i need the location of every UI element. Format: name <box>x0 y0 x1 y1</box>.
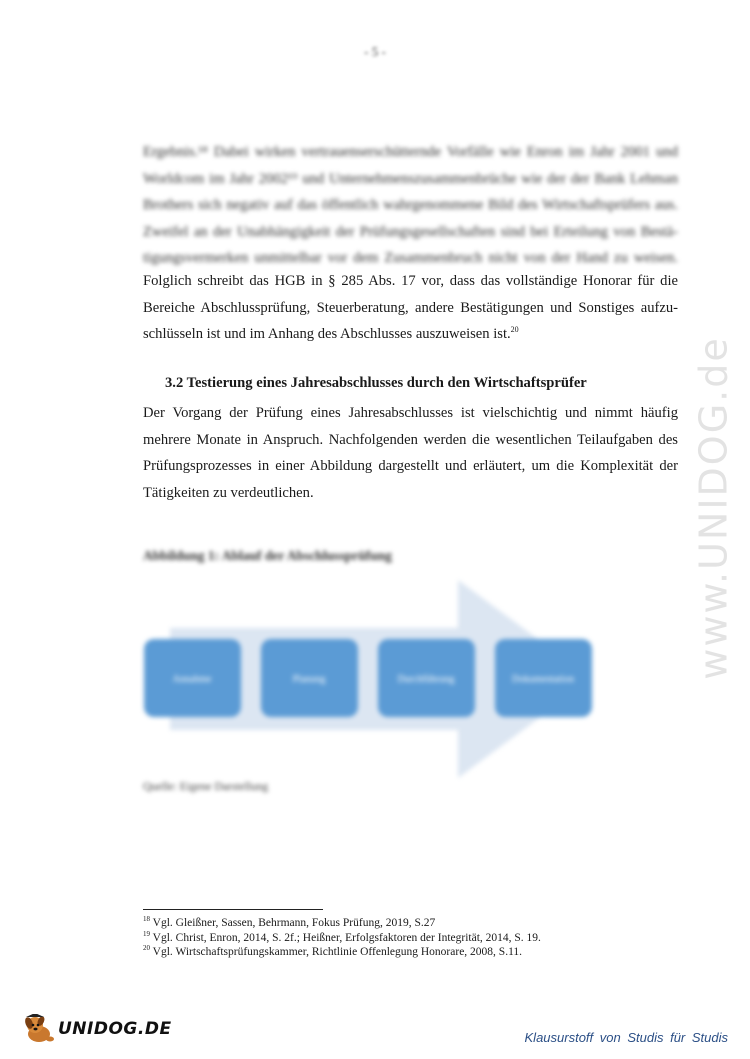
step-label: Dokumentation <box>511 674 575 685</box>
footnote-20 <box>143 945 541 960</box>
footnote-text: Vgl. Gleißner, Sassen, Behrmann, Fokus Prüfung, 2019, S.27 <box>152 917 436 929</box>
step-box-planung <box>261 639 358 717</box>
step-box-durchfuehrung <box>378 639 475 717</box>
blurred-line: Brothers sich negativ auf das öffentlich wahrgenommene Bild des Wirtschaftsprüfers aus. <box>143 197 678 213</box>
footnote-text: Vgl. Christ, Enron, 2014, S. 2f.; Heißner, Erfolgsfaktoren der Integrität, 2014, S. 19. <box>152 931 541 944</box>
watermark-text: www.UNIDOG.de <box>692 335 737 680</box>
step-label: Durchführung <box>397 674 455 685</box>
step-label: Annahme <box>172 674 212 685</box>
text-line: Prüfungsprozesses in einer Abbildung dargestellt und erläutert, um die Komplexität der <box>143 458 678 474</box>
text-line: Tätigkeiten zu verdeutlichen. <box>143 484 314 501</box>
process-diagram <box>140 576 610 782</box>
dog-icon <box>22 1014 56 1044</box>
paragraph-honorar <box>143 268 678 348</box>
footnote-ref: 20 <box>510 325 519 335</box>
watermark <box>690 285 738 730</box>
paragraph-pruefung <box>143 400 678 506</box>
figure-caption: Abbildung 1: Ablauf der Abschlussprüfung <box>143 548 392 563</box>
text-line: mehrere Monate in Anspruch. Nachfolgenden werden die wesentlichen Teilaufgaben des <box>143 431 678 448</box>
blurred-paragraph <box>143 139 678 272</box>
text-line <box>143 321 678 348</box>
blurred-line: Ergebnis.¹⁸ Dabei wirken vertrauenserschütternde Vorfälle wie Enron im Jahr 2001 und <box>143 144 678 160</box>
logo-text: UNIDOG.DE <box>58 1019 172 1039</box>
text-line-content: schlüsseln ist und im Anhang des Abschlusses auszuweisen ist. <box>143 326 511 342</box>
footnotes <box>143 916 541 960</box>
section-heading: 3.2 Testierung eines Jahresabschlusses durch den Wirtschaftsprüfer <box>165 375 587 391</box>
footnote-text: Vgl. Wirtschaftsprüfungskammer, Richtlinie Offenlegung Honorare, 2008, S.11. <box>152 946 523 958</box>
footer-slogan: Klausurstoff von Studis für Studis <box>524 1030 728 1045</box>
step-label: Planung <box>292 674 326 685</box>
text-line: Folglich schreibt das HGB in § 285 Abs. 17 vor, dass das vollständige Honorar für die <box>143 273 678 289</box>
footnote-18 <box>143 916 541 931</box>
figure-source: Quelle: Eigene Darstellung <box>143 781 269 793</box>
blurred-line: Zweifel an der Unabhängigkeit der Prüfungsgesellschaften sind bei Erteilung von Bestä- <box>143 223 678 240</box>
step-box-annahme <box>144 639 241 717</box>
footnote-number: 18 <box>143 915 150 924</box>
text-line: Bereiche Abschlussprüfung, Steuerberatung, andere Bestätigungen und Sonstiges aufzu- <box>143 299 678 316</box>
blurred-line: Worldcom im Jahr 2002¹⁹ und Unternehmenszusammenbrüche wie der der Bank Lehman <box>143 170 678 187</box>
footnote-divider <box>143 909 323 910</box>
footnote-19 <box>143 931 541 946</box>
text-line: Der Vorgang der Prüfung eines Jahresabschlusses ist vielschichtig und nimmt häufig <box>143 405 678 421</box>
blurred-line: tigungsvermerken unmittelbar vor dem Zusammenbruch nicht von der Hand zu weisen. <box>143 250 678 266</box>
footnote-number: 19 <box>143 929 150 938</box>
unidog-logo[interactable] <box>22 1014 172 1044</box>
footnote-number: 20 <box>143 944 150 953</box>
page-number: - 5 - <box>364 44 386 59</box>
step-box-dokumentation <box>495 639 592 717</box>
